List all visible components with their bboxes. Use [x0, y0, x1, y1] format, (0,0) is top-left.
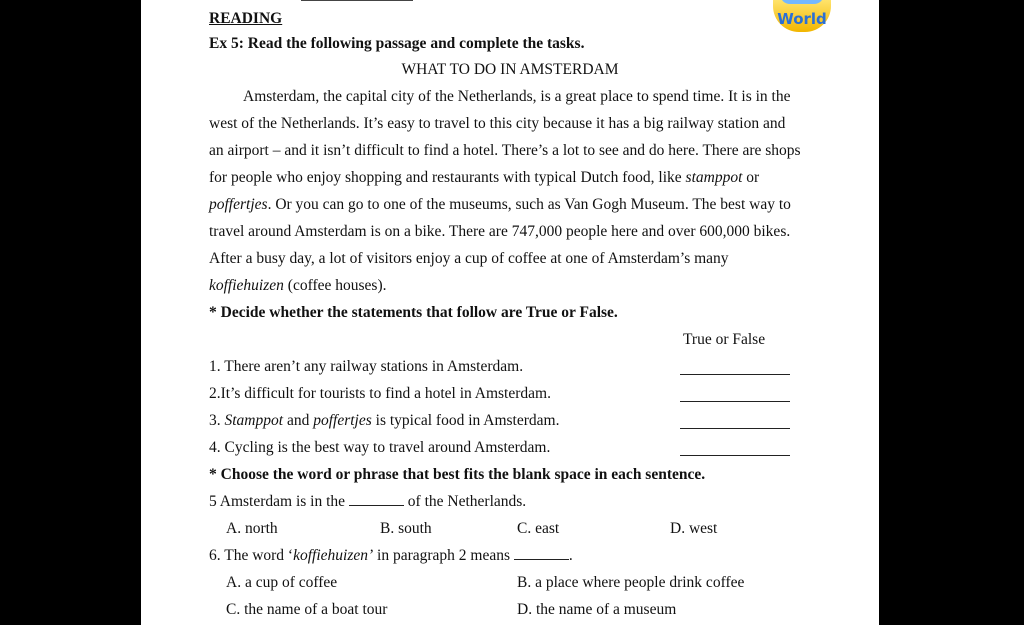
worksheet-page [141, 0, 879, 625]
true-false-header: True or False [683, 331, 766, 348]
answer-blank-3[interactable] [680, 428, 790, 429]
q5-option-a[interactable]: A. north [226, 520, 278, 537]
q6-option-d[interactable]: D. the name of a museum [517, 601, 677, 618]
world-logo [773, 0, 831, 32]
question-6-blank[interactable] [514, 547, 569, 560]
question-4: 4. Cycling is the best way to travel around Amsterdam. [209, 439, 551, 456]
passage-line-8: koffiehuizen (coffee houses). [209, 277, 387, 294]
question-6: 6. The word ‘koffiehuizen’ in paragraph 2 means . [209, 547, 573, 564]
q6-option-b[interactable]: B. a place where people drink coffee [517, 574, 745, 591]
question-5-blank[interactable] [349, 493, 404, 506]
q6-option-a[interactable]: A. a cup of coffee [226, 574, 338, 591]
q5-option-c[interactable]: C. east [517, 520, 560, 537]
passage-line-7: After a busy day, a lot of visitors enjoy a cup of coffee at one of Amsterdam’s many [209, 250, 729, 267]
answer-blank-1[interactable] [680, 374, 790, 375]
q6-option-c[interactable]: C. the name of a boat tour [226, 601, 388, 618]
question-1: 1. There aren’t any railway stations in Amsterdam. [209, 358, 524, 375]
question-2: 2.It’s difficult for tourists to find a hotel in Amsterdam. [209, 385, 551, 402]
passage-line-2: west of the Netherlands. It’s easy to travel to this city because it has a big railway station and [209, 115, 786, 132]
question-3: 3. Stamppot and poffertjes is typical food in Amsterdam. [209, 412, 560, 429]
passage-line-6: travel around Amsterdam is on a bike. There are 747,000 people here and over 600,000 bikes. [209, 223, 791, 240]
task1-instruction: * Decide whether the statements that follow are True or False. [209, 304, 618, 321]
exercise-instruction: Ex 5: Read the following passage and complete the tasks. [209, 35, 585, 52]
passage-line-3: an airport – and it isn’t difficult to find a hotel. There’s a lot to see and do here. There are shops [209, 142, 801, 159]
top-rule [301, 0, 413, 1]
question-5: 5 Amsterdam is in the of the Netherlands. [209, 493, 527, 510]
logo-text: World [777, 10, 827, 28]
task2-instruction: * Choose the word or phrase that best fits the blank space in each sentence. [209, 466, 706, 483]
passage-line-5: poffertjes. Or you can go to one of the museums, such as Van Gogh Museum. The best way to [209, 196, 791, 213]
passage-line-4: for people who enjoy shopping and restaurants with typical Dutch food, like stamppot or [209, 169, 760, 186]
q5-option-b[interactable]: B. south [380, 520, 432, 537]
passage-title: WHAT TO DO IN AMSTERDAM [401, 61, 619, 78]
passage-line-1: Amsterdam, the capital city of the Netherlands, is a great place to spend time. It is in the [243, 88, 791, 105]
section-heading: READING [209, 10, 283, 27]
answer-blank-4[interactable] [680, 455, 790, 456]
answer-blank-2[interactable] [680, 401, 790, 402]
q5-option-d[interactable]: D. west [670, 520, 718, 537]
